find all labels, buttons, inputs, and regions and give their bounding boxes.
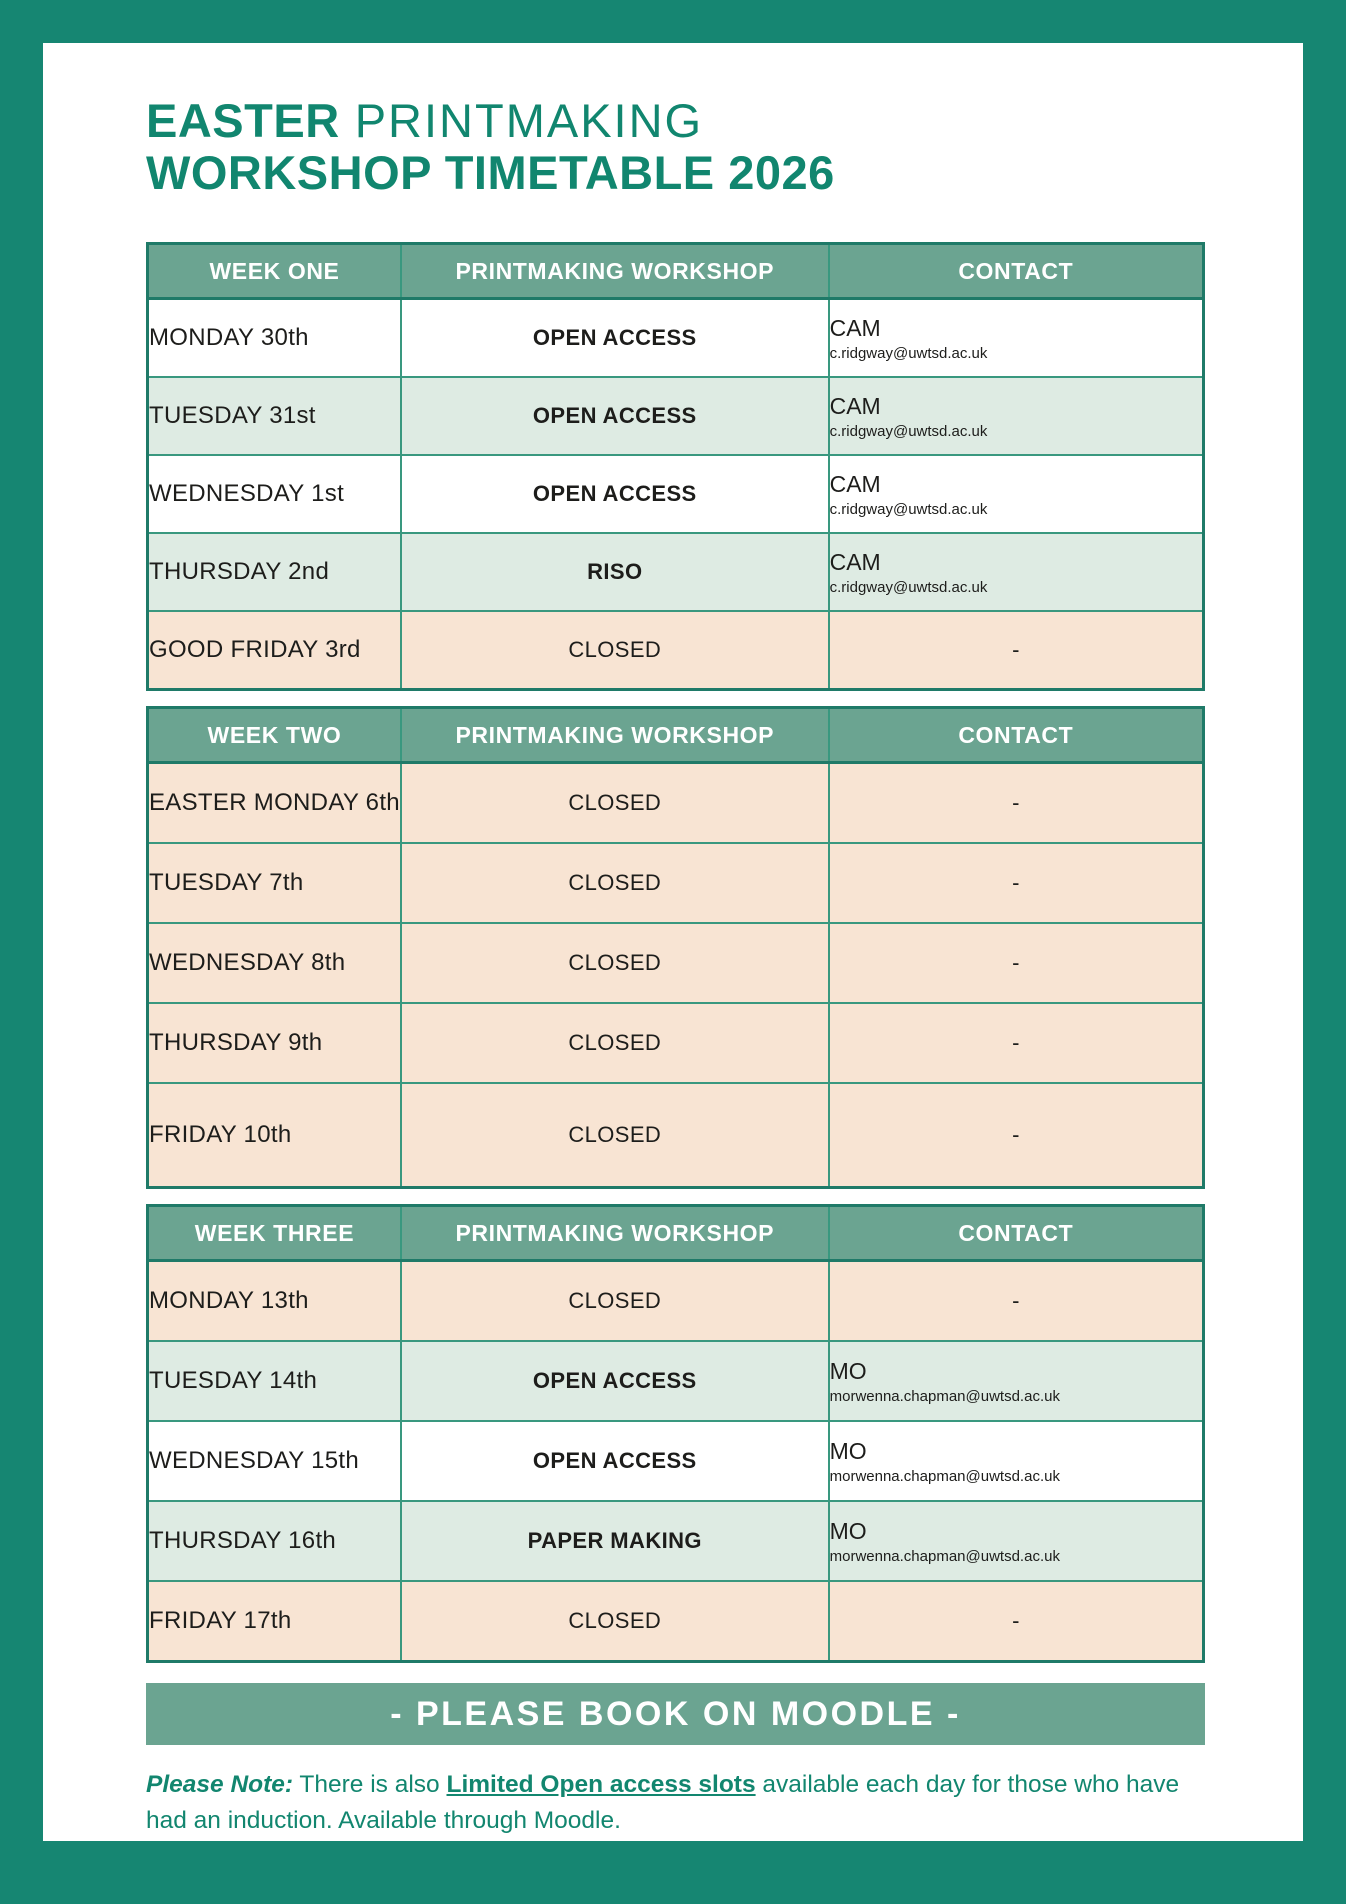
table-row: [148, 923, 1204, 1003]
contact-cell: [829, 377, 1204, 455]
day-cell: MONDAY 30th: [148, 299, 401, 378]
workshop-cell: OPEN ACCESS: [401, 455, 829, 533]
day-cell: WEDNESDAY 15th: [148, 1421, 401, 1501]
moodle-banner: - PLEASE BOOK ON MOODLE -: [146, 1683, 1205, 1745]
week-three-header-row: [148, 1206, 1204, 1261]
contact-column-header: CONTACT: [829, 244, 1204, 299]
contact-name: CAM: [829, 470, 881, 497]
workshop-column-header: PRINTMAKING WORKSHOP: [401, 1206, 829, 1261]
table-row: [148, 299, 1204, 378]
table-row: [148, 1341, 1204, 1421]
contact-email: c.ridgway@uwtsd.ac.uk: [829, 578, 988, 596]
workshop-cell: OPEN ACCESS: [401, 299, 829, 378]
contact-email: c.ridgway@uwtsd.ac.uk: [829, 500, 988, 518]
workshop-cell: RISO: [401, 533, 829, 611]
week-label: WEEK ONE: [148, 244, 401, 299]
day-cell: FRIDAY 10th: [148, 1083, 401, 1188]
day-cell: GOOD FRIDAY 3rd: [148, 611, 401, 690]
day-cell: WEDNESDAY 8th: [148, 923, 401, 1003]
note-text-before: There is also: [293, 1771, 447, 1799]
week-label: WEEK TWO: [148, 708, 401, 763]
contact-name: MO: [829, 1517, 867, 1544]
day-cell: TUESDAY 31st: [148, 377, 401, 455]
contact-cell: [829, 1421, 1204, 1501]
contact-cell: [829, 455, 1204, 533]
day-cell: WEDNESDAY 1st: [148, 455, 401, 533]
workshop-cell: OPEN ACCESS: [401, 1341, 829, 1421]
table-row: [148, 1581, 1204, 1662]
title-printmaking: PRINTMAKING: [339, 94, 704, 147]
workshop-column-header: PRINTMAKING WORKSHOP: [401, 708, 829, 763]
table-row: [148, 1003, 1204, 1083]
week-two-header-row: [148, 708, 1204, 763]
week-one-table: [146, 242, 1205, 691]
contact-column-header: CONTACT: [829, 708, 1204, 763]
table-row: [148, 763, 1204, 844]
contact-email: c.ridgway@uwtsd.ac.uk: [829, 344, 988, 362]
workshop-cell: CLOSED: [401, 1083, 829, 1188]
day-cell: THURSDAY 2nd: [148, 533, 401, 611]
table-row: [148, 455, 1204, 533]
table-row: [148, 611, 1204, 690]
day-cell: TUESDAY 14th: [148, 1341, 401, 1421]
footer-note: [146, 1767, 1205, 1838]
contact-email: morwenna.chapman@uwtsd.ac.uk: [829, 1467, 1060, 1485]
workshop-cell: CLOSED: [401, 763, 829, 844]
contact-name: MO: [829, 1437, 867, 1464]
contact-cell: [829, 533, 1204, 611]
contact-email: c.ridgway@uwtsd.ac.uk: [829, 422, 988, 440]
week-label: WEEK THREE: [148, 1206, 401, 1261]
contact-cell: -: [829, 1261, 1204, 1342]
day-cell: MONDAY 13th: [148, 1261, 401, 1342]
workshop-cell: CLOSED: [401, 843, 829, 923]
day-cell: EASTER MONDAY 6th: [148, 763, 401, 844]
contact-cell: -: [829, 763, 1204, 844]
table-row: [148, 1421, 1204, 1501]
contact-cell: -: [829, 843, 1204, 923]
contact-column-header: CONTACT: [829, 1206, 1204, 1261]
contact-cell: -: [829, 923, 1204, 1003]
table-row: [148, 1083, 1204, 1188]
title-easter: EASTER: [146, 94, 340, 147]
workshop-cell: CLOSED: [401, 1261, 829, 1342]
title-line-1: [146, 95, 1205, 147]
contact-cell: [829, 1341, 1204, 1421]
workshop-cell: PAPER MAKING: [401, 1501, 829, 1581]
workshop-cell: OPEN ACCESS: [401, 377, 829, 455]
contact-email: morwenna.chapman@uwtsd.ac.uk: [829, 1547, 1060, 1565]
table-row: [148, 843, 1204, 923]
contact-name: CAM: [829, 392, 881, 419]
note-link-text: Limited Open access slots: [446, 1771, 756, 1799]
table-row: [148, 533, 1204, 611]
table-row: [148, 1261, 1204, 1342]
contact-cell: -: [829, 1003, 1204, 1083]
workshop-cell: CLOSED: [401, 611, 829, 690]
note-text-after: available each day for those who have had an induction. Available through Moodle.: [146, 1771, 1180, 1834]
workshop-cell: OPEN ACCESS: [401, 1421, 829, 1501]
contact-cell: -: [829, 1581, 1204, 1662]
contact-name: CAM: [829, 314, 881, 341]
contact-cell: [829, 299, 1204, 378]
day-cell: TUESDAY 7th: [148, 843, 401, 923]
table-row: [148, 1501, 1204, 1581]
contact-cell: -: [829, 1083, 1204, 1188]
workshop-column-header: PRINTMAKING WORKSHOP: [401, 244, 829, 299]
contact-email: morwenna.chapman@uwtsd.ac.uk: [829, 1387, 1060, 1405]
table-row: [148, 377, 1204, 455]
contact-cell: [829, 1501, 1204, 1581]
workshop-cell: CLOSED: [401, 923, 829, 1003]
title-line-2: WORKSHOP TIMETABLE 2026: [146, 145, 835, 199]
page-title: [146, 95, 1205, 198]
workshop-cell: CLOSED: [401, 1003, 829, 1083]
page: [43, 43, 1303, 1841]
contact-cell: -: [829, 611, 1204, 690]
note-prefix: Please Note:: [146, 1771, 294, 1799]
day-cell: FRIDAY 17th: [148, 1581, 401, 1662]
week-two-table: [146, 706, 1205, 1189]
contact-name: CAM: [829, 548, 881, 575]
day-cell: THURSDAY 16th: [148, 1501, 401, 1581]
content-column: [146, 95, 1205, 1838]
contact-name: MO: [829, 1357, 867, 1384]
week-one-header-row: [148, 244, 1204, 299]
week-three-table: [146, 1204, 1205, 1663]
workshop-cell: CLOSED: [401, 1581, 829, 1662]
day-cell: THURSDAY 9th: [148, 1003, 401, 1083]
